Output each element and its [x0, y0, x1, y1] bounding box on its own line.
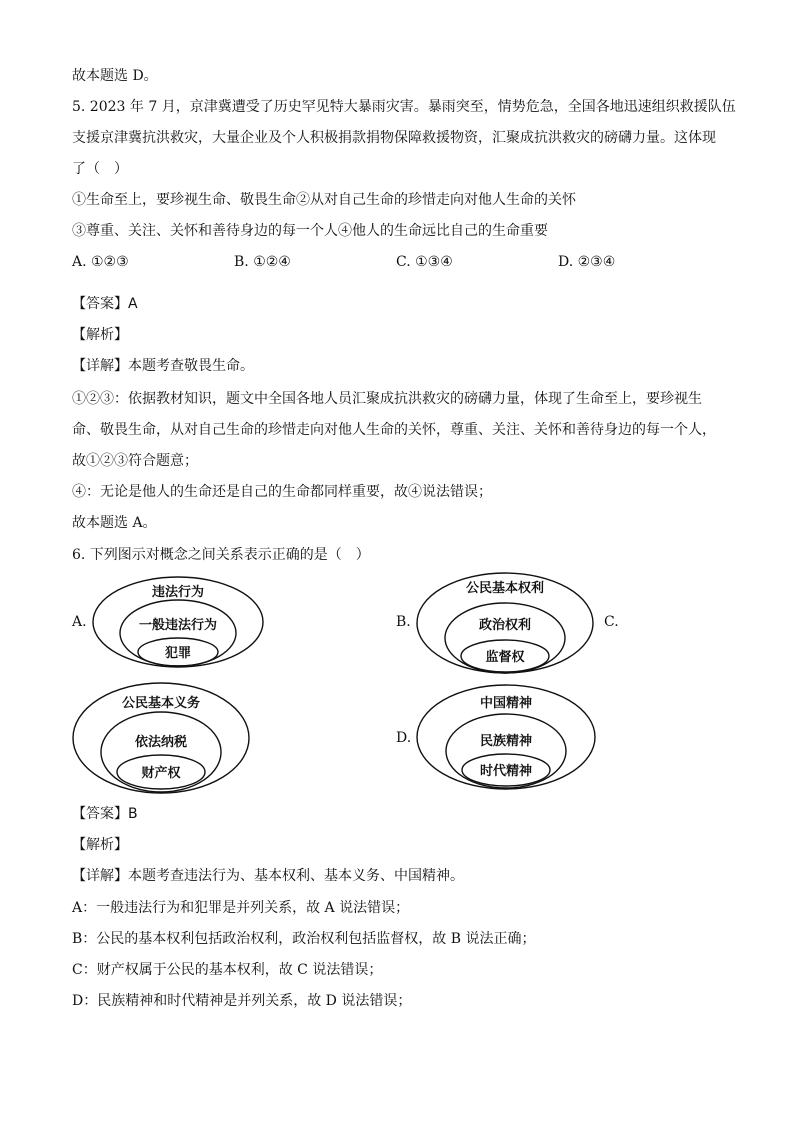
question-6-explanation-d: D：民族精神和时代精神是并列关系，故 D 说法错误；	[72, 993, 412, 1009]
question-5-stem-line-3: 了（ ）	[72, 161, 128, 177]
question-5-option-b: B. ①②④	[234, 254, 291, 270]
question-5-explanation-1: ①②③：依据教材知识，题文中全国各地人员汇聚成抗洪救灾的磅礴力量，体现了生命至上，要珍视生	[72, 391, 702, 407]
question-5-answer: 【答案】A	[72, 296, 138, 312]
diagram-b	[416, 572, 594, 674]
question-5-statement-2: ③尊重、关注、关怀和善待身边的每一个人④他人的生命远比自己的生命重要	[72, 223, 548, 239]
diagram-d	[416, 684, 596, 790]
diagram-c-middle-label: 依法纳税	[134, 735, 188, 750]
diagram-d-middle-label: 民族精神	[479, 734, 533, 749]
diagram-a	[92, 576, 264, 668]
question-5-detail: 【详解】本题考查敬畏生命。	[72, 358, 254, 374]
diagram-c	[72, 682, 250, 794]
question-5-explanation-4: ④：无论是他人的生命还是自己的生命都同样重要，故④说法错误；	[72, 484, 492, 500]
diagram-c-outer-label: 公民基本义务	[121, 696, 201, 711]
question-5-statement-1: ①生命至上，要珍视生命、敬畏生命②从对自己生命的珍惜走向对他人生命的关怀	[72, 192, 576, 208]
question-6-option-b-label: B.	[396, 614, 411, 630]
question-6-option-a-label: A.	[72, 614, 87, 630]
question-6-option-c-label: C.	[604, 614, 619, 630]
diagram-a-inner-label: 犯罪	[164, 646, 192, 661]
question-6-stem: 6. 下列图示对概念之间关系表示正确的是（ ）	[72, 547, 370, 563]
question-6-analysis-heading: 【解析】	[72, 837, 128, 853]
diagram-d-inner-label: 时代精神	[479, 764, 533, 779]
question-5-option-a: A. ①②③	[72, 254, 129, 270]
diagram-a-outer-label: 违法行为	[151, 585, 205, 600]
question-6-detail: 【详解】本题考查违法行为、基本权利、基本义务、中国精神。	[72, 868, 464, 884]
question-5-explanation-3: 故①②③符合题意；	[72, 453, 198, 469]
question-5-option-d: D. ②③④	[558, 254, 616, 270]
diagram-b-middle-label: 政治权利	[478, 618, 532, 633]
question-5-explanation-2: 命、敬畏生命，从对自己生命的珍惜走向对他人生命的关怀，尊重、关注、关怀和善待身边的每一个人，	[72, 422, 716, 438]
question-5-analysis-heading: 【解析】	[72, 327, 128, 343]
question-5-explanation-5: 故本题选 A。	[72, 515, 157, 531]
question-5-stem-line-1: 5. 2023 年 7 月，京津冀遭受了历史罕见特大暴雨灾害。暴雨突至，情势危急，全国各地迅速组织救援队伍	[72, 99, 736, 115]
question-5-stem-line-2: 支援京津冀抗洪救灾，大量企业及个人积极捐款捐物保障救援物资，汇聚成抗洪救灾的磅礴力量。这体现	[72, 130, 716, 146]
question-5-option-c: C. ①③④	[396, 254, 453, 270]
question-6-answer: 【答案】B	[72, 806, 138, 822]
previous-answer-conclusion: 故本题选 D。	[72, 68, 158, 84]
diagram-c-inner-label: 财产权	[141, 766, 181, 781]
diagram-b-outer-label: 公民基本权利	[465, 581, 545, 596]
question-6-explanation-a: A：一般违法行为和犯罪是并列关系，故 A 说法错误；	[72, 900, 410, 916]
diagram-d-outer-label: 中国精神	[479, 696, 533, 711]
question-6-explanation-c: C：财产权属于公民的基本权利，故 C 说法错误；	[72, 962, 383, 978]
question-6-option-d-label: D.	[396, 730, 412, 746]
question-6-explanation-b: B：公民的基本权利包括政治权利，政治权利包括监督权，故 B 说法正确；	[72, 931, 536, 947]
diagram-a-middle-label: 一般违法行为	[138, 618, 218, 633]
diagram-b-inner-label: 监督权	[485, 650, 525, 665]
